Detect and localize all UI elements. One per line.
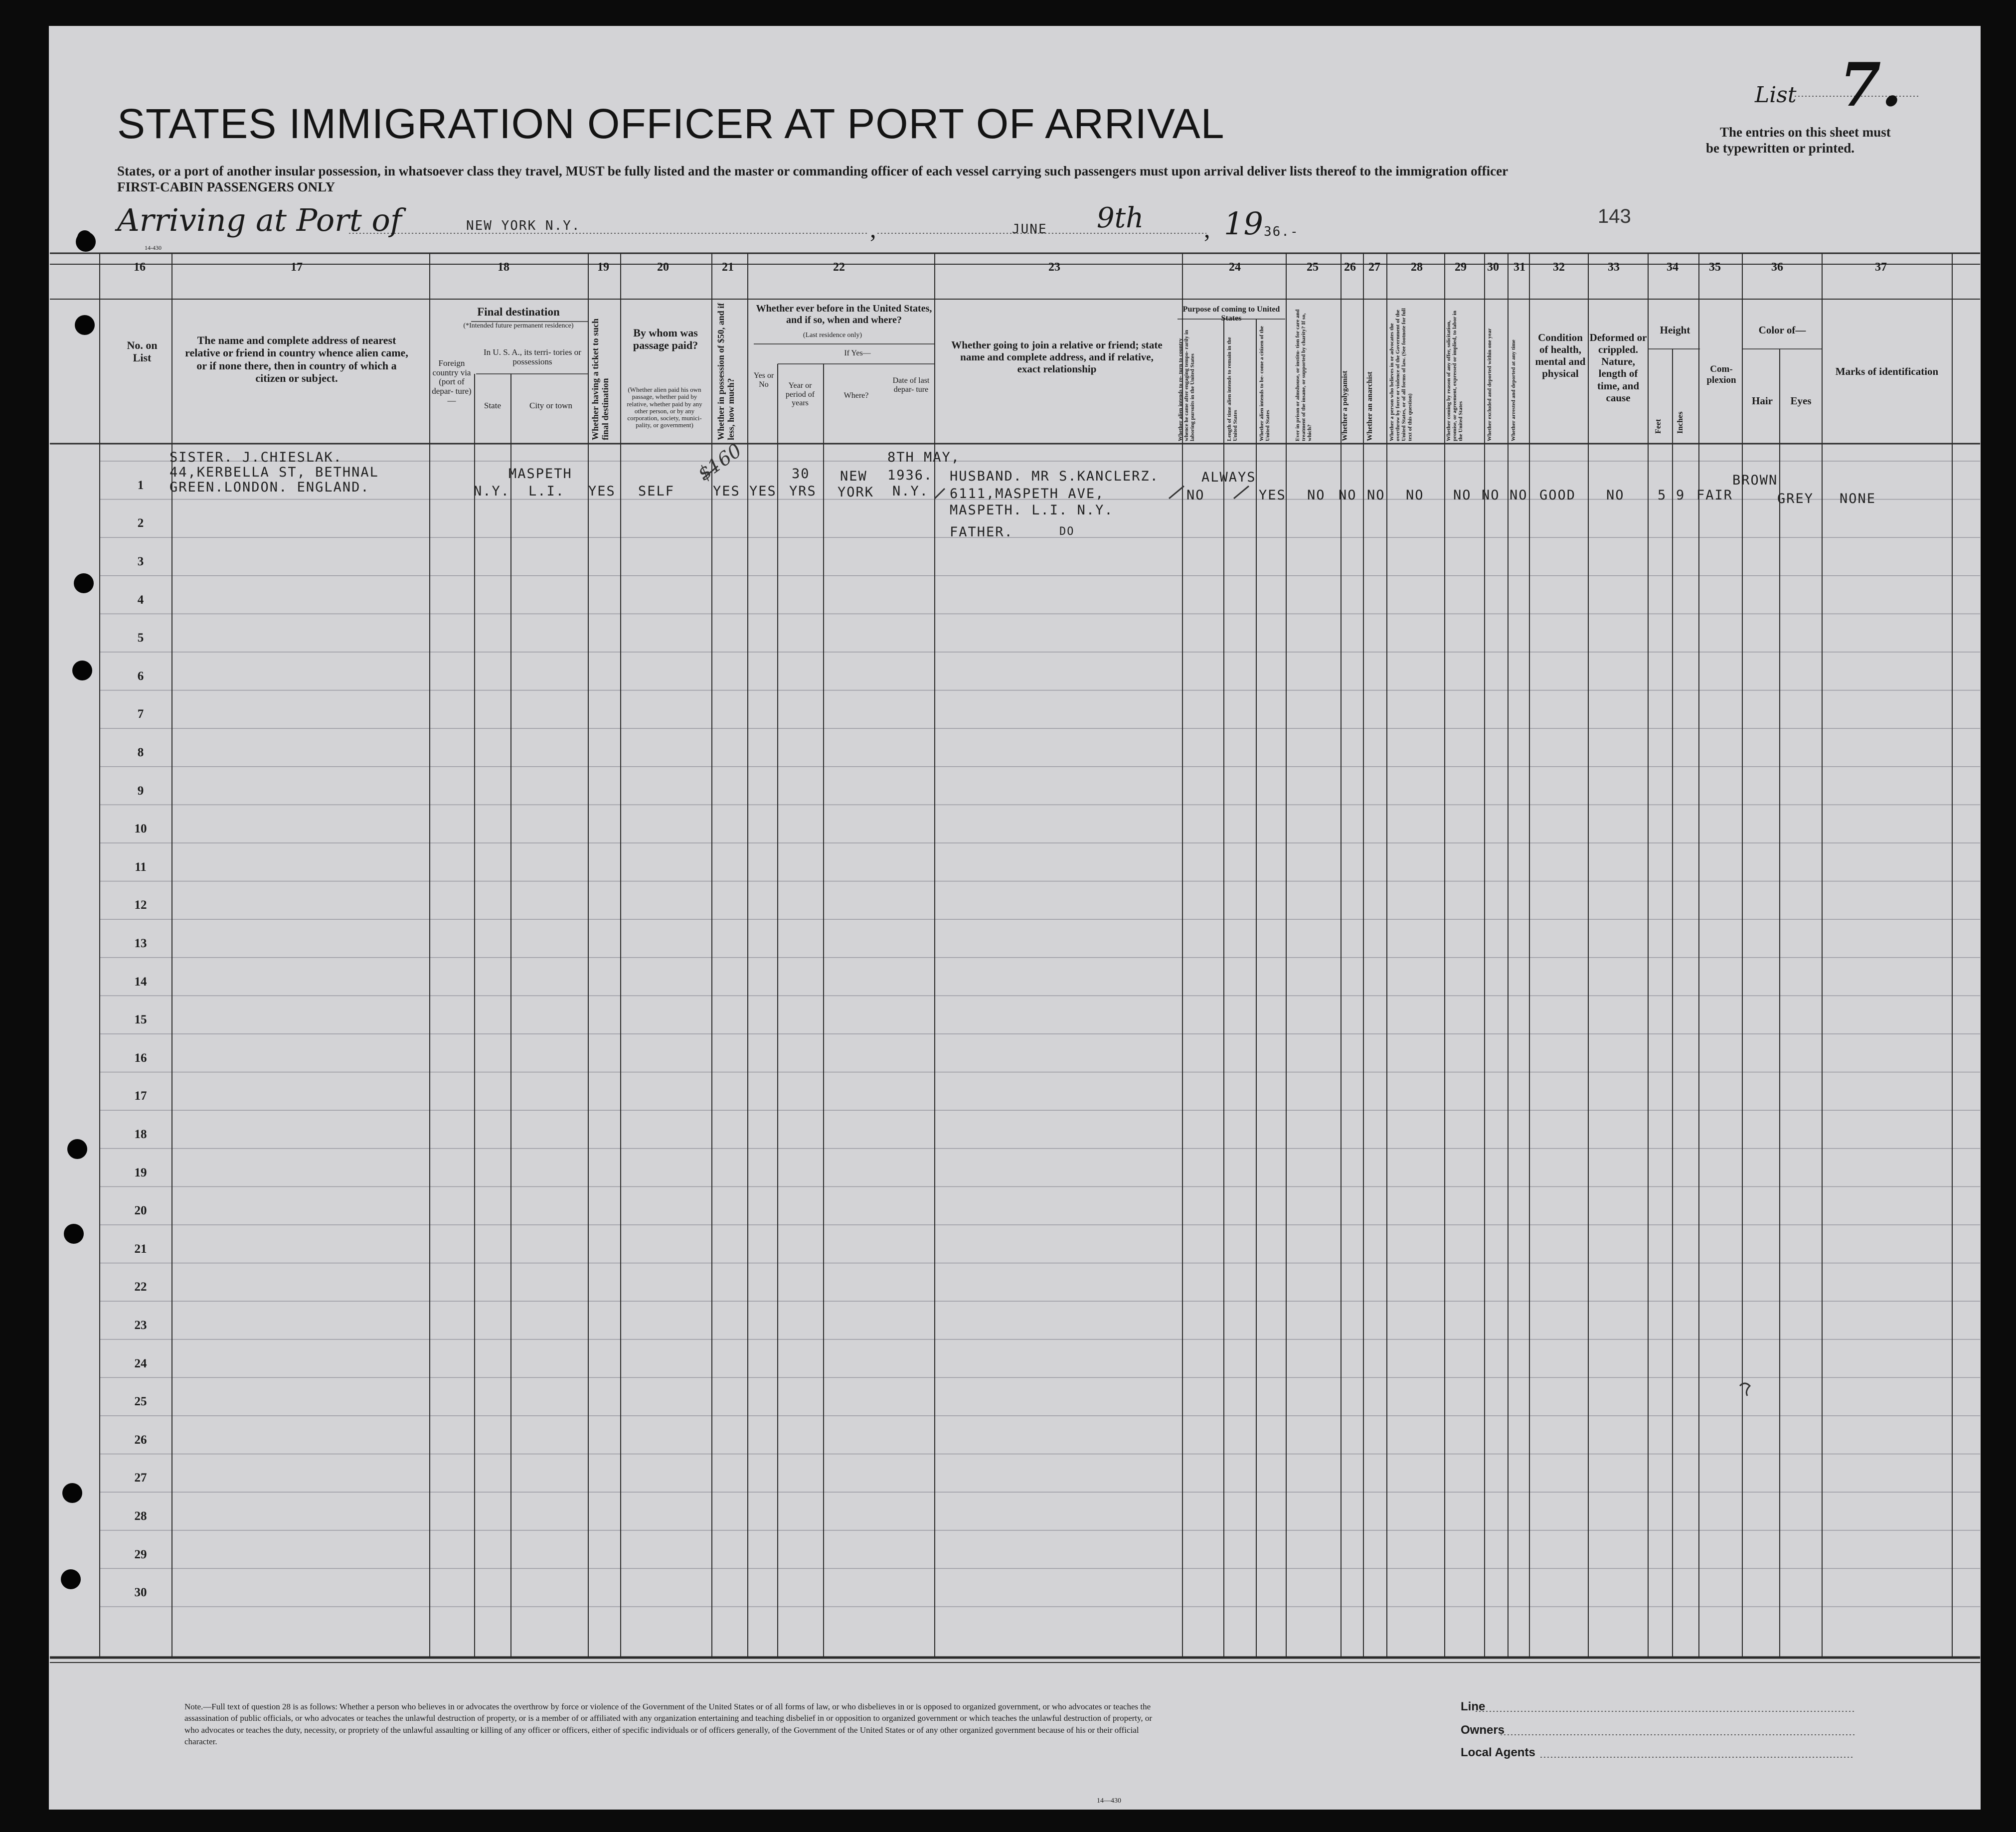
- header-yes-no: Yes or No: [753, 371, 774, 389]
- relative-line-3: GREEN.LONDON. ENGLAND.: [169, 480, 370, 495]
- header-polygamist: Whether a polygamist: [1341, 370, 1349, 441]
- form-corner: 14-430: [145, 244, 162, 251]
- c27-value: NO: [1367, 488, 1385, 503]
- header-question-28: Whether a person who believes in or advocates the overthrow by force or violence of the Government of the United States, or of all forms of law. (See footnote for full text of this question): [1389, 308, 1413, 441]
- relative-line-1: SISTER. J.CHIESLAK.: [169, 450, 342, 465]
- money-handwritten: $160: [693, 439, 746, 485]
- header-color-of: Color of—: [1758, 324, 1806, 336]
- day-value: 9th: [1097, 202, 1144, 234]
- date-line-1: 8TH MAY,: [887, 450, 961, 465]
- header-join-relative: Whether going to join a relative or friend; state name and complete address, and if relative, exact relationship: [951, 339, 1163, 375]
- header-purpose: Purpose of coming to United States: [1182, 305, 1280, 323]
- comma-2: ,: [1204, 215, 1210, 243]
- arriving-label: Arriving at Port of: [117, 202, 402, 238]
- header-complexion: Com- plexion: [1706, 364, 1736, 385]
- sheet-number: 143: [1598, 205, 1631, 227]
- header-excluded: Whether excluded and deported within one year: [1487, 328, 1493, 441]
- header-height: Height: [1660, 324, 1690, 336]
- instructions-line: States, or a port of another insular possession, in whatsoever class they travel, MUST be fully listed and the master or commanding officer of each vessel carrying such passengers must upon arrival deliver lists thereof to the immigration officer: [117, 164, 1509, 178]
- header-length-stay: Length of time alien intends to remain in the United States: [1226, 337, 1239, 441]
- header-feet: Feet: [1654, 419, 1663, 434]
- header-year: Year or period of years: [785, 381, 815, 408]
- page-title: STATES IMMIGRATION OFFICER AT PORT OF ARRIVAL: [117, 100, 1225, 147]
- month-value: JUNE: [1012, 222, 1047, 237]
- header-labor-offer: Whether coming by reason of any offer, solicitation, promise, or agreement, expressed or implied, to labor in the United States: [1446, 311, 1464, 441]
- hair-value: BROWN: [1732, 473, 1778, 488]
- ticket-value: YES: [588, 484, 616, 499]
- complexion-value: FAIR: [1696, 488, 1733, 503]
- date-line-3: N.Y.: [892, 484, 929, 499]
- header-in-usa: In U. S. A., its terri- tories or possessions: [484, 347, 581, 366]
- header-ticket: Whether having a ticket to such final destination: [590, 318, 610, 440]
- years-line-1: 30: [792, 466, 810, 482]
- header-if-yes: If Yes—: [844, 349, 871, 357]
- city-line-1: MASPETH: [508, 466, 572, 482]
- header-where: Where?: [843, 391, 869, 400]
- header-health: Condition of health, mental and physical: [1535, 332, 1586, 380]
- header-final-destination: Final destination: [477, 306, 560, 318]
- footnote-q28: Note.—Full text of question 28 is as follows: Whether a person who believes in or advocates the overthrow by force or violence of the Government of the United States or of all forms of law, or who disbelieves in or is opposed to organized government, or who advocates or teaches the assassination of public officials, or who advocates or teaches the unlawful destruction of property, or is a member of or affiliated with any organization entertaining and teaching disbelief in or opposition to organized government or which teaches the unlawful destruction of property, or who advocates or teaches the duty, necessity, or propriety of the unlawful assaulting or killing of any officer or officers, either of specific individuals or of officers generally, of the Government of the United States or of any other organized government because of his or their official character.: [184, 1702, 1153, 1747]
- paid-by-value: SELF: [638, 484, 675, 499]
- join-line-2: 6111,MASPETH AVE,: [950, 486, 1105, 501]
- header-prison: Ever in prison or almshouse, or institu- tion for care and treatment of the insane, or supported by charity? If so, which?: [1295, 309, 1313, 441]
- header-relative-address: The name and complete address of nearest relative or friend in country whence alien came, or if none there, then in country of which a citizen or subject.: [185, 334, 408, 384]
- marks-value: NONE: [1840, 491, 1876, 506]
- first-cabin-label: FIRST-CABIN PASSENGERS ONLY: [117, 179, 336, 194]
- form-number: 14—430: [1097, 1797, 1121, 1805]
- header-passage-note: (Whether alien paid his own passage, whether paid by relative, whether paid by any other person, or by any corporation, society, munici- pality, or government): [627, 386, 702, 429]
- header-arrested: Whether arrested and deported at any time: [1511, 339, 1516, 441]
- years-line-2: YRS: [789, 484, 817, 499]
- date-line-2: 1936.: [887, 468, 933, 483]
- relative-line-2: 44,KERBELLA ST, BETHNAL: [169, 465, 379, 480]
- header-date-departure: Date of last depar- ture: [892, 376, 930, 394]
- header-fifty-dollars: Whether in possession of $50, and if less, how much?: [716, 303, 736, 440]
- health-value: GOOD: [1539, 488, 1576, 503]
- return-value: NO: [1186, 488, 1205, 503]
- header-citizen: Whether alien intends to be- come a citizen of the United States: [1259, 326, 1271, 441]
- header-city: City or town: [529, 401, 572, 410]
- c29-value: NO: [1453, 488, 1472, 503]
- c28-value: NO: [1406, 488, 1424, 503]
- deformed-value: NO: [1606, 488, 1625, 503]
- year-suffix: 36.-: [1264, 224, 1299, 239]
- city-line-2: L.I.: [528, 484, 565, 499]
- header-anarchist: Whether an anarchist: [1366, 371, 1374, 441]
- join-line-3: MASPETH. L.I. N.Y.: [950, 502, 1114, 518]
- header-inches: Inches: [1676, 411, 1684, 434]
- header-intends-return: Whether alien intends to re- turn to country whence he came after engaging tempo- rarily in laboring pursuits in the United States: [1177, 330, 1196, 441]
- owners-label: Owners: [1461, 1723, 1505, 1737]
- c31-value: NO: [1510, 488, 1528, 503]
- entries-note: The entries on this sheet must: [1720, 125, 1891, 140]
- header-no-on-list: No. on List: [127, 339, 158, 364]
- local-agents-label: Local Agents: [1461, 1746, 1535, 1759]
- c25-value: NO: [1307, 488, 1326, 503]
- header-foreign-country: Foreign country via (port of depar- ture)—: [432, 358, 472, 405]
- before-value: YES: [749, 484, 777, 499]
- header-eyes: Eyes: [1790, 395, 1812, 407]
- citizen-value: YES: [1259, 488, 1286, 503]
- eyes-value: GREY: [1777, 491, 1814, 506]
- money-value: YES: [713, 484, 740, 499]
- where-line-1: NEW: [840, 469, 867, 484]
- entries-note-2: be typewritten or printed.: [1706, 141, 1854, 156]
- c30-value: NO: [1482, 488, 1500, 503]
- length-value: ALWAYS: [1201, 470, 1256, 485]
- join-line-1: HUSBAND. MR S.KANCLERZ.: [950, 469, 1159, 484]
- join-line-4b: DO: [1059, 525, 1075, 538]
- inches-value: 9: [1676, 488, 1685, 503]
- state-value: N.Y.: [474, 484, 510, 499]
- year-prefix: 19: [1224, 205, 1263, 242]
- list-label: List: [1755, 82, 1797, 108]
- comma-1: ,: [870, 215, 876, 243]
- header-before-in-us: Whether ever before in the United States, and if so, when and where?: [756, 303, 932, 326]
- join-line-4: FATHER.: [950, 524, 1013, 540]
- list-number: 7.: [1840, 50, 1902, 120]
- where-line-2: YORK: [838, 485, 874, 500]
- header-state: State: [484, 401, 501, 410]
- header-deformed: Deformed or crippled. Nature, length of time, and cause: [1589, 332, 1647, 404]
- header-destination-note: (*Intended future permanent residence): [463, 322, 574, 330]
- port-value: NEW YORK N.Y.: [466, 218, 581, 233]
- feet-value: 5: [1658, 488, 1667, 503]
- c26-value: NO: [1339, 488, 1357, 503]
- header-passage-paid: By whom was passage paid?: [633, 327, 698, 352]
- header-hair: Hair: [1752, 395, 1773, 407]
- line-label: Line: [1461, 1700, 1486, 1713]
- header-marks: Marks of identification: [1835, 365, 1939, 377]
- header-last-residence: (Last residence only): [803, 332, 862, 339]
